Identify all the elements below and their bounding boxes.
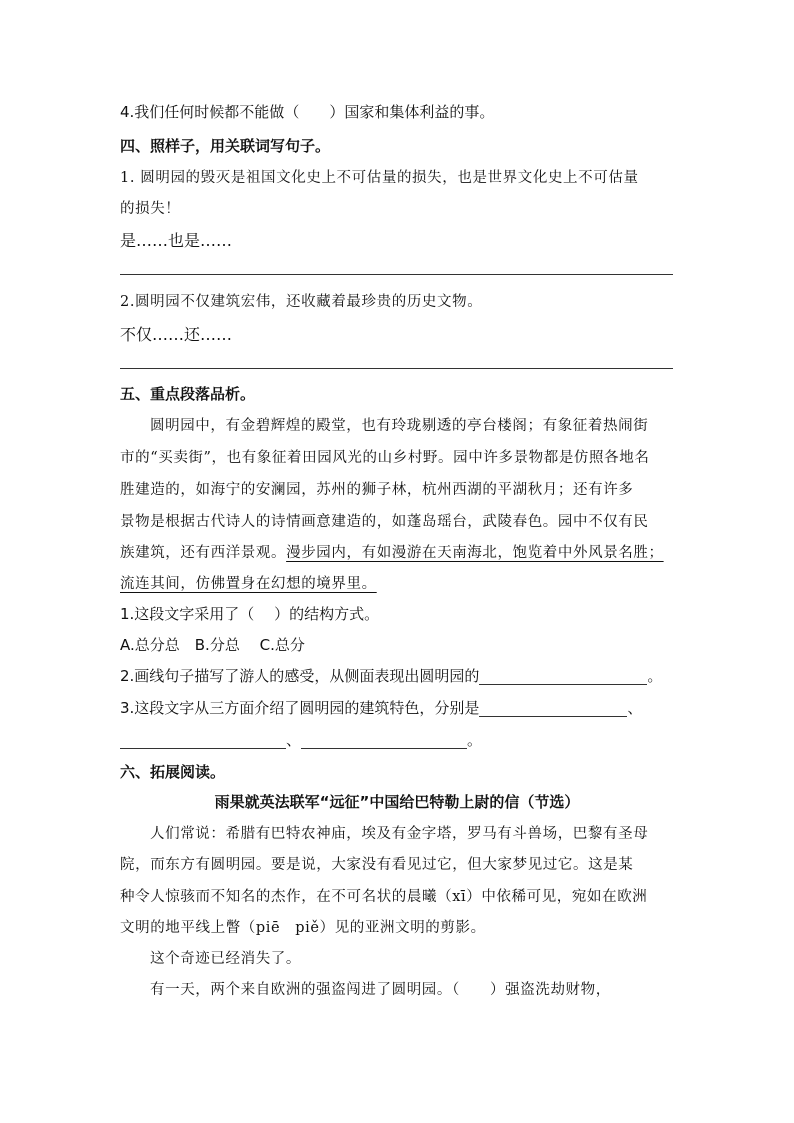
section-5-title: 五、重点段落品析。 — [120, 385, 256, 403]
section-6-title: 六、拓展阅读。 — [120, 763, 226, 781]
s5-question-2 — [120, 665, 674, 686]
s6-passage-line-3: 种令人惊骇而不知名的杰作，在不可名状的晨曦（xī）中依稀可见，宛如在欧洲 — [120, 889, 648, 905]
s5-q3-blank-2[interactable] — [120, 732, 286, 749]
s5-underlined-sentence-a: 漫步园内，有如漫游在天南海北，饱览着中外风景名胜； — [286, 545, 664, 561]
s5-underlined-sentence-b: 流连其间，仿佛置身在幻想的境界里。 — [120, 576, 377, 592]
section-4-title: 四、照样子，用关联词写句子。 — [120, 137, 331, 155]
s6-passage-line-4: 文明的地平线上瞥（piē piě）见的亚洲文明的剪影。 — [120, 920, 486, 936]
s5-q3-sep-2: 、 — [286, 731, 302, 749]
s6-passage-line-1: 人们常说：希腊有巴特农神庙，埃及有金字塔，罗马有斗兽场，巴黎有圣母 — [150, 826, 649, 842]
s5-passage-line-5a: 族建筑，还有西洋景观。 — [120, 545, 287, 561]
s6-passage-line-2: 院，而东方有圆明园。要是说，大家没有看见过它，但大家梦见过它。这是某 — [120, 857, 634, 873]
answer-line-2[interactable] — [120, 368, 673, 369]
s5-passage-line-2: 市的“买卖街”，也有象征着田园风光的山乡村野。园中许多景物都是仿照各地名 — [120, 450, 650, 466]
s4-item2-pattern: 不仅……还…… — [120, 325, 233, 344]
s5-q2-text: 2.画线句子描写了游人的感受，从侧面表现出圆明园的 — [120, 667, 480, 685]
s5-q3-text: 3.这段文字从三方面介绍了圆明园的建筑特色，分别是 — [120, 699, 480, 717]
s4-item1-line1: 1. 圆明园的毁灭是祖国文化史上不可估量的损失，也是世界文化史上不可估量 — [120, 170, 639, 186]
s5-question-1-options: A.总分总 B.分总 C.总分 — [120, 636, 305, 654]
s5-passage-line-4: 景物是根据古代诗人的诗情画意建造的，如蓬岛瑶台，武陵春色。园中不仅有民 — [120, 514, 649, 530]
s5-question-3-cont — [120, 729, 674, 750]
s5-q3-sep-1: 、 — [627, 699, 643, 717]
s5-passage-line-5 — [120, 541, 674, 562]
s5-q3-end: 。 — [467, 731, 483, 749]
s5-q3-blank-1[interactable] — [479, 700, 627, 717]
s5-q2-end: 。 — [647, 667, 663, 685]
article-title: 雨果就英法联军“远征”中国给巴特勒上尉的信（节选） — [214, 793, 580, 811]
s6-passage-line-5: 这个奇迹已经消失了。 — [150, 951, 301, 967]
s4-item1-line2: 的损失！ — [120, 201, 181, 217]
s5-passage-line-1: 圆明园中，有金碧辉煌的殿堂，也有玲珑剔透的亭台楼阁；有象征着热闹街 — [150, 418, 649, 434]
answer-line-1[interactable] — [120, 274, 673, 275]
question-4: 4.我们任何时候都不能做（ ）国家和集体利益的事。 — [120, 103, 495, 121]
s5-q3-blank-3[interactable] — [301, 732, 467, 749]
s4-item2-text: 2.圆明园不仅建筑宏伟，还收藏着最珍贵的历史文物。 — [120, 294, 483, 310]
s5-passage-line-6 — [120, 572, 674, 593]
s4-item1-pattern: 是……也是…… — [120, 231, 233, 250]
s5-question-3 — [120, 697, 674, 718]
s5-question-1: 1.这段文字采用了（ ）的结构方式。 — [120, 605, 380, 623]
s6-passage-line-6: 有一天，两个来自欧洲的强盗闯进了圆明园。（ ）强盗洗劫财物， — [150, 982, 611, 998]
s5-q2-blank[interactable] — [479, 668, 647, 685]
s5-passage-line-3: 胜建造的，如海宁的安澜园，苏州的狮子林，杭州西湖的平湖秋月；还有许多 — [120, 482, 634, 498]
